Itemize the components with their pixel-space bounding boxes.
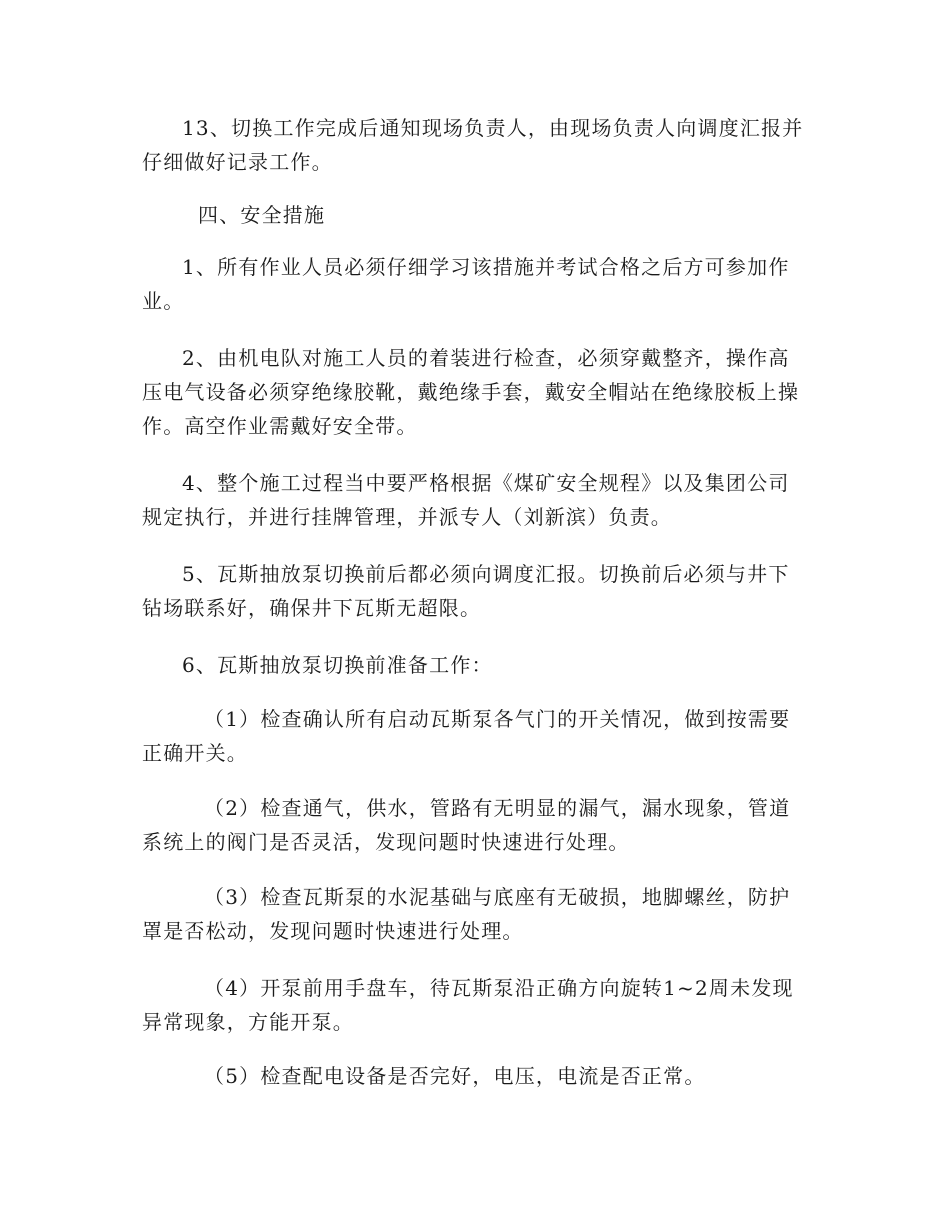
paragraph-measure-5: 5、瓦斯抽放泵切换前后都必须向调度汇报。切换前后必须与井下钻场联系好，确保井下瓦斯无超限。 — [142, 562, 790, 620]
paragraph-prep-2: （2）检查通气，供水，管路有无明显的漏气，漏水现象，管道系统上的阀门是否灵活，发现问题时快速进行处理。 — [142, 796, 791, 854]
paragraph-measure-1: 1、所有作业人员必须仔细学习该措施并考试合格之后方可参加作业。 — [142, 255, 790, 313]
paragraph-prep-1: （1）检查确认所有启动瓦斯泵各气门的开关情况，做到按需要正确开关。 — [142, 707, 791, 765]
paragraph-prep-4: （4）开泵前用手盘车，待瓦斯泵沿正确方向旋转1~2周未发现异常现象，方能开泵。 — [142, 976, 794, 1034]
section-heading-safety-measures: 四、安全措施 — [198, 203, 326, 227]
paragraph-prep-3: （3）检查瓦斯泵的水泥基础与底座有无破损，地脚螺丝，防护罩是否松动，发现问题时快速进行处理。 — [142, 885, 791, 943]
paragraph-measure-4: 4、整个施工过程当中要严格根据《煤矿安全规程》以及集团公司规定执行，并进行挂牌管理，并派专人（刘新滨）负责。 — [142, 471, 790, 529]
paragraph-measure-2: 2、由机电队对施工人员的着装进行检查，必须穿戴整齐，操作高压电气设备必须穿绝缘胶靴，戴绝缘手套，戴安全帽站在绝缘胶板上操作。高空作业需戴好安全带。 — [142, 346, 800, 438]
paragraph-measure-6: 6、瓦斯抽放泵切换前准备工作： — [182, 653, 493, 677]
paragraph-prep-5: （5）检查配电设备是否完好，电压，电流是否正常。 — [204, 1064, 706, 1088]
paragraph-step-13: 13、切换工作完成后通知现场负责人，由现场负责人向调度汇报并仔细做好记录工作。 — [142, 116, 804, 174]
